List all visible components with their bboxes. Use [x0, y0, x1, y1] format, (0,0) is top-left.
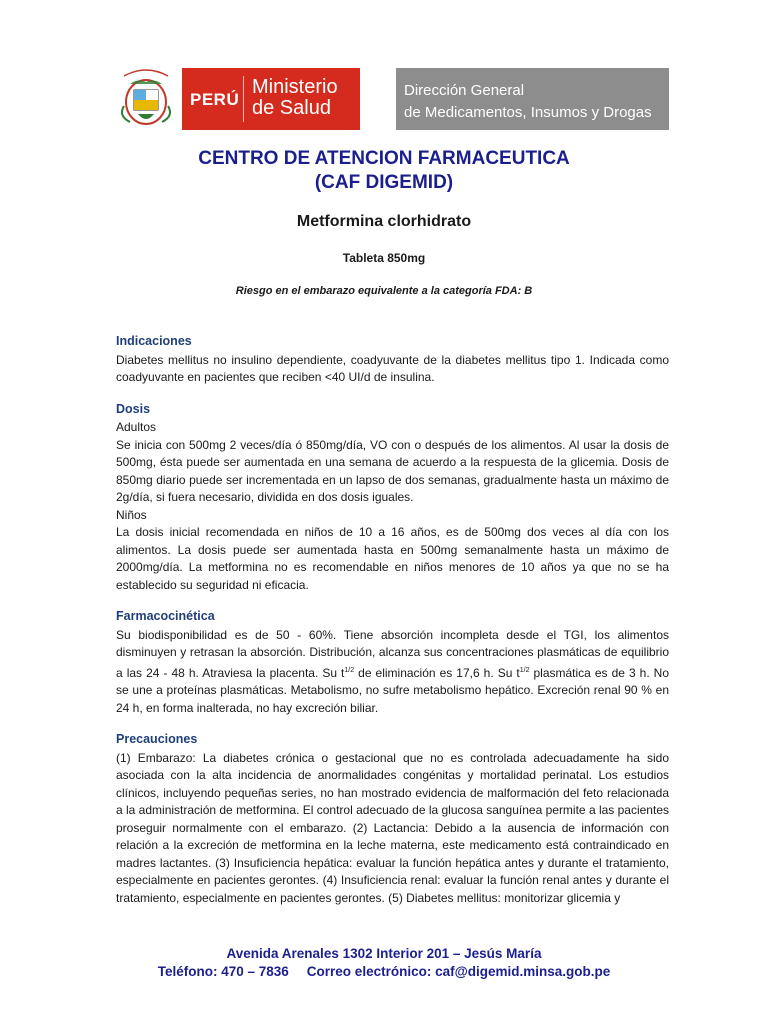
direccion-line-2: de Medicamentos, Insumos y Drogas — [404, 104, 652, 121]
title-line-1: CENTRO DE ATENCION FARMACEUTICA — [198, 148, 570, 169]
indicaciones-text: Diabetes mellitus no insulino dependiente, coadyuvante de la diabetes mellitus tipo 1. Indicada como coadyuvante en pacientes que reciben <40 UI/d de insulina. — [116, 352, 669, 384]
dosis-ninos-text: La dosis inicial recomendada en niños de 10 a 16 años, es de 500mg dos veces al día con los alimentos. La dosis puede ser aumentada hasta en 500mg semanalmente hasta un máximo de 2000mg/día. La metformina no es recomendable en niños menores de 10 años ya que no se ha establecido su seguridad ni eficacia. — [116, 525, 669, 592]
pregnancy-risk: Riesgo en el embarazo equivalente a la categoría FDA: B — [235, 285, 533, 297]
footer-contact — [0, 945, 768, 981]
farmacocinetica-text-b: de eliminación es 17,6 h. Su t — [354, 665, 520, 680]
ministerio-line-1: Ministerio — [252, 76, 338, 98]
ministerio-label — [252, 77, 338, 119]
monograph-body — [116, 333, 669, 907]
footer-email: Correo electrónico: caf@digemid.minsa.gob.pe — [306, 964, 611, 979]
half-life-sup-1: 1/2 — [344, 666, 355, 674]
drug-form: Tableta 850mg — [342, 251, 426, 265]
dosis-adultos-label: Adultos — [116, 420, 157, 434]
section-title-precauciones: Precauciones — [116, 732, 198, 746]
direccion-label — [404, 80, 652, 124]
brand-divider — [243, 76, 244, 122]
farmacocinetica-text-a: Su biodisponibilidad es de 50 - 60%. Tiene absorción incompleta desde el TGI, los alimentos disminuyen y retrasan la absorción. Distribución, alcanza sus concentraciones plasmáticas de equilibrio a las 24 - 48 h. Atraviesa la placenta. Su t — [116, 627, 669, 680]
farmacocinetica-text — [116, 627, 669, 718]
section-title-farmacocinetica: Farmacocinética — [116, 609, 215, 623]
peru-coat-of-arms-icon — [116, 66, 176, 130]
footer-address: Avenida Arenales 1302 Interior 201 – Jesús María — [226, 946, 542, 961]
section-title-indicaciones: Indicaciones — [116, 334, 192, 348]
dosis-ninos-label: Niños — [116, 507, 147, 522]
direccion-line-1: Dirección General — [404, 82, 525, 99]
header-banner — [116, 66, 669, 130]
footer-contact-line — [0, 963, 768, 981]
farmacocinetica-text-c: plasmática es de 3 h. No se une a proteínas plasmáticas. Metabolismo, no sufre metabolismo hepático. Excreción renal 90 % en 24 h, en forma inalterada, no hay excreción biliar. — [116, 665, 670, 715]
dosis-adultos-text: Se inicia con 500mg 2 veces/día ó 850mg/día, VO con o después de los alimentos. Al usar la dosis de 500mg, ésta puede ser aumentada en una semana de acuerdo a la respuesta de la glicemia. Dosis de 850mg diario puede ser incrementada en un lapso de dos semanas, gradualmente hasta un máximo de 2g/día, si fuera necesario, dividida en dos dosis iguales. — [116, 437, 669, 504]
half-life-sup-2: 1/2 — [519, 666, 530, 674]
drug-name: Metformina clorhidrato — [296, 213, 472, 230]
footer-phone: Teléfono: 470 – 7836 — [157, 964, 289, 979]
peru-label: PERÚ — [190, 90, 240, 109]
document-title — [0, 147, 768, 195]
section-title-dosis: Dosis — [116, 401, 151, 416]
ministerio-line-2: de Salud — [252, 97, 331, 119]
title-line-2: (CAF DIGEMID) — [314, 172, 454, 193]
precauciones-text: (1) Embarazo: La diabetes crónica o gestacional que no es controlada adecuadamente ha sido asociada con la alta incidencia de anormalidades congénitas y mortalidad perinatal. Los estudios clínicos, incluyendo pequeñas series, no han mostrado evidencia de malformación del feto relacionada a la administración de metformina. El control adecuado de la glucosa sanguínea permite a las pacientes proseguir normalmente con el embarazo. (2) Lactancia: Debido a la ausencia de información con relación a la excreción de metformina en la leche materna, este medicamento está contraindicado en madres lactantes. (3) Insuficiencia hepática: evaluar la función hepática antes y durante el tratamiento, especialmente en pacientes gerontes. (4) Insuficiencia renal: evaluar la función renal antes y durante el tratamiento, especialmente en pacientes gerontes. (5) Diabetes mellitus: monitorizar glicemia y — [116, 750, 669, 905]
